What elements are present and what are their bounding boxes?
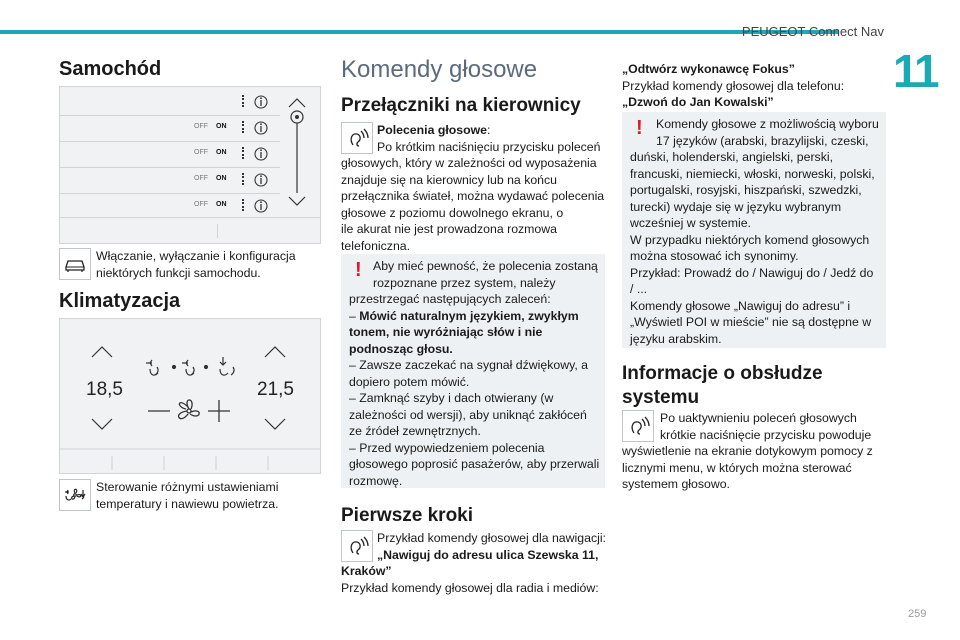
heading-klimatyzacja: Klimatyzacja [59, 290, 181, 312]
temp-left-down-icon [92, 419, 112, 429]
heading-samochod: Samochód [59, 58, 162, 80]
info-icon[interactable] [254, 147, 268, 161]
scroll-control[interactable] [286, 97, 308, 207]
off-label[interactable]: OFF [194, 149, 208, 156]
info-icon[interactable] [254, 95, 268, 109]
row-divider [60, 167, 280, 168]
info-icon[interactable] [254, 199, 268, 213]
heading-informacje: Informacje o obsłudze systemu [622, 363, 823, 408]
heading-pierwsze-kroki: Pierwsze kroki [341, 505, 474, 526]
languages-note: ! Komendy głosowe z możliwością wyboru 17 języków (arabski, brazylijski, czeski, duński, holenderski, angielski, perski, francuski, niemiecki, włoski, norweski, polski, portugalski, rosyjski, hiszpański, szwedzki, turecki) wydaje się w języku wybranym wcześniej w systemie. W przypadku niektórych komend głosowych można stosować ich synonimy. Przykład: Prowadź do / Nawiguj do / Jedź do / ... Komendy głosowe „Nawiguj do adresu” i „Wyświetl POI w mieście” nie są dostępne w języku arabskim. [622, 112, 886, 348]
more-icon[interactable] [242, 121, 246, 133]
more-icon[interactable] [242, 147, 246, 159]
page-number: 259 [908, 608, 927, 620]
more-icon[interactable] [242, 199, 246, 211]
airflow-icon [146, 357, 234, 375]
row-divider [60, 141, 280, 142]
chevron-down-icon [289, 197, 305, 205]
temp-right-up-icon [265, 347, 285, 357]
pierwsze-kroki-text: Przykład komendy głosowej dla nawigacji: „Nawiguj do adresu ulica Szewska 11, Kraków” Przykład komendy głosowej dla radia i mediów: [341, 531, 606, 595]
temp-right-down-icon [265, 419, 285, 429]
on-label[interactable]: ON [216, 123, 227, 130]
heading-komendy-glosowe: Komendy głosowe [341, 56, 538, 83]
row-divider [60, 193, 280, 194]
vehicle-settings-screen [59, 86, 321, 244]
off-label[interactable]: OFF [194, 201, 208, 208]
chapter-number: 11 [893, 45, 938, 97]
setting-row[interactable] [60, 195, 280, 217]
setting-row[interactable] [60, 91, 280, 113]
header-title: PEUGEOT Connect Nav [741, 24, 884, 39]
warning-icon: ! [355, 259, 362, 281]
screen-divider [217, 224, 218, 238]
on-label[interactable]: ON [216, 175, 227, 182]
off-label[interactable]: OFF [194, 123, 208, 130]
more-icon[interactable] [242, 95, 246, 107]
przelaczniki-text: Polecenia głosowe: Po krótkim naciśnięciu przycisku poleceń głosowych, który w zależności od wyposażenia znajduje się na kierownicy lub na końcu przełącznika świateł, można wydawać polecenia głosowe z poziomu dowolnego ekranu, o ile akurat nie jest prowadzona rozmowa telefoniczna. [341, 123, 605, 253]
more-icon[interactable] [242, 173, 246, 185]
informacje-text: Po uaktywnieniu poleceń głosowych krótkie naciśnięcie przycisku powoduje wyświetlenie na ekranie dotykowym pomocy z licznymi menu, w których można sterować systemem głosowo. [622, 411, 873, 491]
col3-examples: „Odtwórz wykonawcę Fokus” Przykład komendy głosowej dla telefonu: „Dzwoń do Jan Kowalski” [622, 62, 845, 109]
on-label[interactable]: ON [216, 201, 227, 208]
warning-note: ! Aby mieć pewność, że polecenia zostaną rozpoznane przez system, należy przestrzegać następujących zaleceń: – Mówić naturalnym językiem, zwykłym tonem, nie wyróżniając słów i nie podnosząc głosu. – Zawsze zaczekać na sygnał dźwiękowy, a dopiero potem mówić. – Zamknąć szyby i dach otwierany (w zależności od wersji), aby uniknąć zakłóceń ze źródeł zewnętrznych. – Przed wypowiedzeniem polecenia głosowego poprosić pasażerów, aby przerwali rozmowę. [341, 254, 605, 488]
on-label[interactable]: ON [216, 149, 227, 156]
row-divider [60, 115, 280, 116]
setting-row[interactable] [60, 117, 280, 139]
info-icon[interactable] [254, 121, 268, 135]
temp-right-value: 21,5 [257, 379, 294, 400]
screen-divider [60, 217, 320, 218]
fan-icon [179, 400, 200, 419]
temp-left-up-icon [92, 347, 112, 357]
car-icon [59, 248, 91, 280]
warning-icon: ! [636, 117, 643, 139]
plus-icon [208, 400, 230, 422]
klimatyzacja-caption: Sterowanie różnymi ustawieniami temperatury i nawiewu powietrza. [96, 480, 279, 511]
setting-row[interactable] [60, 169, 280, 191]
info-icon[interactable] [254, 173, 268, 187]
setting-row[interactable] [60, 143, 280, 165]
header-accent-bar [0, 30, 838, 34]
temp-left-value: 18,5 [86, 379, 123, 400]
samochod-caption: Włączanie, wyłączanie i konfiguracja niektórych funkcji samochodu. [96, 249, 296, 280]
climate-icon [59, 479, 91, 511]
heading-przelaczniki: Przełączniki na kierownicy [341, 95, 581, 116]
climate-screen [59, 318, 321, 474]
off-label[interactable]: OFF [194, 175, 208, 182]
chevron-up-icon [289, 99, 305, 107]
